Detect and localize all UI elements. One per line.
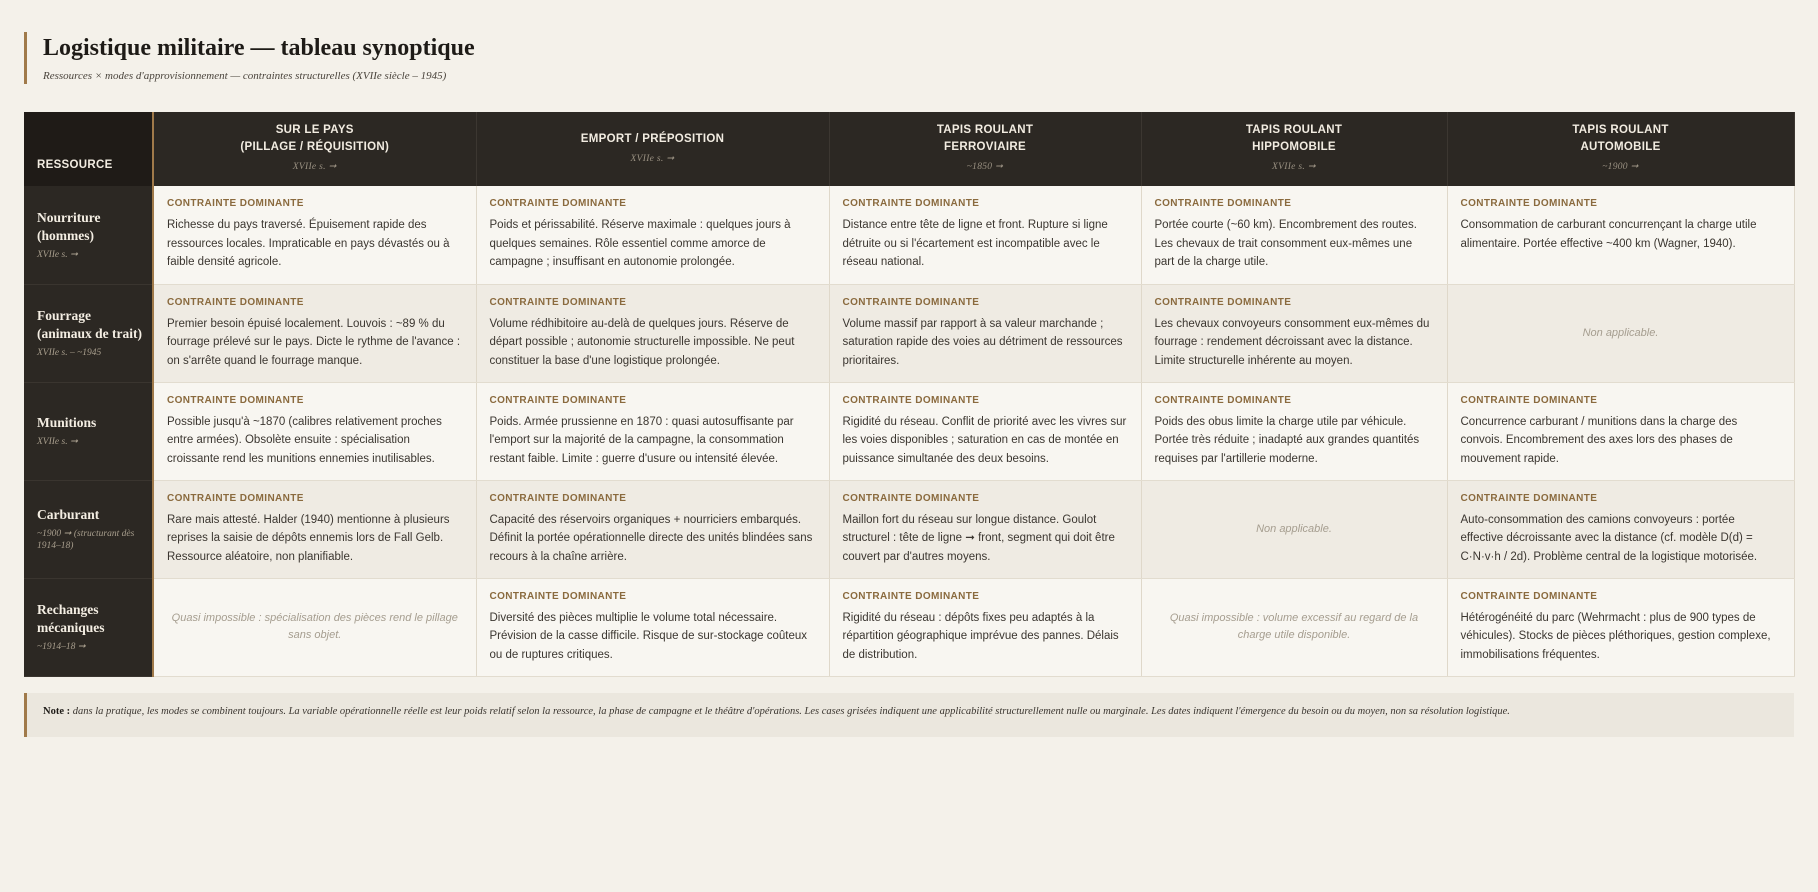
- cell-description: Hétérogénéité du parc (Wehrmacht : plus de 900 types de véhicules). Stocks de pièces pléthoriques, gestion complexe, immobilisations fréquentes.: [1460, 611, 1771, 661]
- cell-tag: CONTRAINTE DOMINANTE: [489, 296, 627, 308]
- cell-note: Quasi impossible : spécialisation des pièces rend le pillage sans objet.: [171, 612, 458, 641]
- row-header-date: ~1900 ➞ (structurant dès 1914–18): [37, 529, 135, 551]
- cell-description: Possible jusqu'à ~1870 (calibres relativement proches entre armées). Obsolète ensuite : spécialisation croissante rend les munitions ennemies inutilisables.: [167, 415, 442, 465]
- table-cell: [829, 382, 1141, 480]
- table-cell: [1447, 382, 1794, 480]
- cell-description: Maillon fort du réseau sur longue distance. Goulot structurel : tête de ligne ➞ front, segment qui doit être couvert par d'autres moyens.: [842, 513, 1115, 563]
- cell-tag: CONTRAINTE DOMINANTE: [167, 394, 304, 406]
- column-header-date: ~1900 ➞: [1602, 162, 1639, 172]
- column-header-date: XVIIe s. ➞: [630, 153, 675, 164]
- cell-description: Diversité des pièces multiplie le volume total nécessaire. Prévision de la casse difficile. Risque de sur-stockage coûteux ou de ruptures critiques.: [489, 611, 807, 661]
- table-row: [24, 480, 1794, 578]
- column-header: [829, 112, 1141, 186]
- table-cell: [829, 578, 1141, 676]
- page-header: [24, 32, 1794, 84]
- column-header: [1447, 112, 1794, 186]
- cell-tag: CONTRAINTE DOMINANTE: [842, 296, 980, 308]
- cell-note: Quasi impossible : volume excessif au regard de la charge utile disponible.: [1169, 612, 1419, 641]
- table-cell: [476, 284, 829, 382]
- table-cell: [153, 480, 476, 578]
- table-row: [24, 578, 1794, 676]
- cell-description: Distance entre tête de ligne et front. Rupture si ligne détruite ou si l'écartement est incompatible avec le réseau national.: [842, 219, 1108, 268]
- cell-description: Rigidité du réseau : dépôts fixes peu adaptés à la répartition géographique imprévue des pannes. Délais de distribution.: [842, 611, 1119, 661]
- row-header: [24, 382, 153, 480]
- cell-tag: CONTRAINTE DOMINANTE: [489, 590, 627, 602]
- cell-tag: CONTRAINTE DOMINANTE: [167, 198, 304, 209]
- column-header-date: ~1850 ➞: [966, 162, 1004, 172]
- row-header-name: Rechanges mécaniques: [37, 602, 105, 635]
- cell-tag: CONTRAINTE DOMINANTE: [167, 492, 304, 504]
- table-cell: [476, 480, 829, 578]
- column-header-line1: EMPORT / PRÉPOSITION: [580, 132, 725, 145]
- table-cell: [1141, 382, 1447, 480]
- cell-description: Richesse du pays traversé. Épuisement rapide des ressources locales. Impraticable en pays dévastés ou à faible densité agricole.: [167, 219, 450, 268]
- column-header-line2: AUTOMOBILE: [1580, 141, 1661, 153]
- cell-tag: CONTRAINTE DOMINANTE: [489, 198, 627, 209]
- table-cell: [1447, 186, 1794, 284]
- row-header-name: Nourriture (hommes): [37, 209, 101, 243]
- row-header: [24, 578, 153, 676]
- footnote-label: Note :: [43, 705, 71, 717]
- column-header-line2: (PILLAGE / RÉQUISITION): [240, 141, 390, 153]
- table-row: [24, 284, 1794, 382]
- cell-tag: CONTRAINTE DOMINANTE: [1460, 492, 1598, 504]
- table-cell: [1447, 480, 1794, 578]
- table-cell: [829, 284, 1141, 382]
- cell-tag: CONTRAINTE DOMINANTE: [842, 590, 980, 602]
- cell-description: Poids et périssabilité. Réserve maximale : quelques jours à quelques semaines. Rôle essentiel comme amorce de campagne ; insuffisant en autonomie prolongée.: [489, 219, 791, 268]
- table-cell-not-applicable: [1141, 578, 1447, 676]
- row-header-date: XVIIe s. ➞: [37, 437, 78, 447]
- column-header: [153, 112, 476, 186]
- table-body: [24, 186, 1794, 676]
- row-header: [24, 284, 153, 382]
- row-header-date: XVIIe s. ➞: [37, 249, 78, 260]
- column-header: [476, 112, 829, 186]
- column-header: [1141, 112, 1447, 186]
- table-cell: [1447, 578, 1794, 676]
- table-cell: [153, 186, 476, 284]
- column-header-line1: TAPIS ROULANT: [1572, 124, 1669, 136]
- footnote-text: dans la pratique, les modes se combinent toujours. La variable opérationnelle réelle est leur poids relatif selon la ressource, la phase de campagne et le théâtre d'opérations. Les cases grisées indiquent une applicabilité structurellement nulle ou marginale. Les dates indiquent l'émergence du besoin ou du moyen, non sa résolution logistique.: [72, 705, 1510, 717]
- cell-tag: CONTRAINTE DOMINANTE: [489, 492, 627, 504]
- cell-description: Rare mais attesté. Halder (1940) mentionne à plusieurs reprises la saisie de dépôts ennemis lors de Fall Gelb. Ressource aléatoire, non planifiable.: [167, 513, 450, 563]
- cell-tag: CONTRAINTE DOMINANTE: [1154, 296, 1292, 308]
- table-cell: [829, 186, 1141, 284]
- table-cell: [476, 578, 829, 676]
- cell-description: Portée courte (~60 km). Encombrement des routes. Les chevaux de trait consomment eux-mêmes une part de la charge utile.: [1154, 219, 1417, 268]
- cell-tag: CONTRAINTE DOMINANTE: [1460, 198, 1598, 209]
- row-header-name: Munitions: [37, 415, 97, 430]
- table-cell-not-applicable: [1447, 284, 1794, 382]
- cell-description: Poids des obus limite la charge utile par véhicule. Portée très réduite ; inadapté aux grandes quantités requises par l'artillerie moderne.: [1154, 415, 1420, 465]
- page-title: Logistique militaire — tableau synoptique: [43, 35, 475, 61]
- table-cell: [829, 480, 1141, 578]
- table-cell: [153, 382, 476, 480]
- synoptic-table: [24, 112, 1795, 677]
- cell-tag: CONTRAINTE DOMINANTE: [1460, 590, 1598, 602]
- cell-tag: CONTRAINTE DOMINANTE: [167, 296, 304, 308]
- cell-note: Non applicable.: [1582, 326, 1659, 339]
- row-header-name: Carburant: [37, 507, 100, 522]
- cell-description: Les chevaux convoyeurs consomment eux-mêmes du fourrage : rendement décroissant avec la distance. Limite structurelle inhérente au moyen.: [1154, 317, 1430, 367]
- table-cell-not-applicable: [1141, 480, 1447, 578]
- table-row: [24, 186, 1794, 284]
- row-header-name: Fourrage (animaux de trait): [37, 308, 142, 341]
- cell-description: Poids. Armée prussienne en 1870 : quasi autosuffisante par l'emport sur la majorité de la campagne, la consommation restant faible. Limite : guerre d'usure ou intensité élevée.: [489, 415, 794, 465]
- table-header-row: [24, 112, 1794, 186]
- row-header: [24, 186, 153, 284]
- cell-description: Volume rédhibitoire au-delà de quelques jours. Réserve de départ possible ; autonomie structurelle impossible. Ne peut constituer la base d'une logistique prolongée.: [489, 317, 795, 367]
- footnote: [24, 693, 1794, 737]
- column-header-ressource: RESSOURCE: [24, 112, 153, 186]
- table-cell: [476, 186, 829, 284]
- cell-description: Concurrence carburant / munitions dans la charge des convois. Encombrement des axes lors des phases de mouvement rapide.: [1460, 415, 1738, 465]
- row-header-date: ~1914–18 ➞: [37, 642, 86, 652]
- table-cell: [1141, 284, 1447, 382]
- column-header-line2: FERROVIAIRE: [944, 141, 1026, 153]
- cell-tag: CONTRAINTE DOMINANTE: [1460, 394, 1598, 406]
- page-subtitle: Ressources × modes d'approvisionnement — contraintes structurelles (XVIIe siècle – 1945): [43, 70, 447, 82]
- column-header-line1: SUR LE PAYS: [275, 124, 354, 136]
- cell-description: Capacité des réservoirs organiques + nourriciers embarqués. Définit la portée opérationnelle directe des unités blindées sans recours à la chaîne arrière.: [489, 513, 813, 563]
- cell-description: Consommation de carburant concurrençant la charge utile alimentaire. Portée effective ~400 km (Wagner, 1940).: [1460, 219, 1757, 250]
- table-cell: [476, 382, 829, 480]
- cell-description: Volume massif par rapport à sa valeur marchande ; saturation rapide des voies au détriment de ressources prioritaires.: [842, 317, 1123, 367]
- table-cell: [1141, 186, 1447, 284]
- table-row: [24, 382, 1794, 480]
- column-header-line2: HIPPOMOBILE: [1252, 141, 1336, 153]
- row-header-date: XVIIe s. – ~1945: [37, 348, 102, 358]
- row-header: [24, 480, 153, 578]
- cell-description: Auto-consommation des camions convoyeurs : portée effective décroissante avec la distance (cf. modèle D(d) = C·N·v·h / 2d). Problème central de la logistique motorisée.: [1460, 513, 1758, 563]
- cell-tag: CONTRAINTE DOMINANTE: [842, 492, 980, 504]
- cell-tag: CONTRAINTE DOMINANTE: [842, 394, 980, 406]
- cell-note: Non applicable.: [1256, 522, 1332, 535]
- column-header-line1: TAPIS ROULANT: [1245, 124, 1343, 136]
- cell-tag: CONTRAINTE DOMINANTE: [1154, 198, 1292, 209]
- column-header-date: XVIIe s. ➞: [1272, 162, 1316, 172]
- cell-tag: CONTRAINTE DOMINANTE: [1154, 394, 1292, 406]
- table-cell: [153, 284, 476, 382]
- cell-description: Premier besoin épuisé localement. Louvois : ~89 % du fourrage prélevé sur le pays. Dicte le rythme de l'avance : on s'arrête quand le fourrage manque.: [167, 317, 461, 367]
- cell-description: Rigidité du réseau. Conflit de priorité avec les vivres sur les voies disponibles ; saturation en cas de montée en puissance simultanée des deux besoins.: [842, 415, 1127, 465]
- column-header-line1: TAPIS ROULANT: [936, 124, 1034, 136]
- cell-tag: CONTRAINTE DOMINANTE: [842, 198, 980, 209]
- table-cell-not-applicable: [153, 578, 476, 676]
- column-header-date: XVIIe s. ➞: [292, 162, 337, 172]
- cell-tag: CONTRAINTE DOMINANTE: [489, 394, 627, 406]
